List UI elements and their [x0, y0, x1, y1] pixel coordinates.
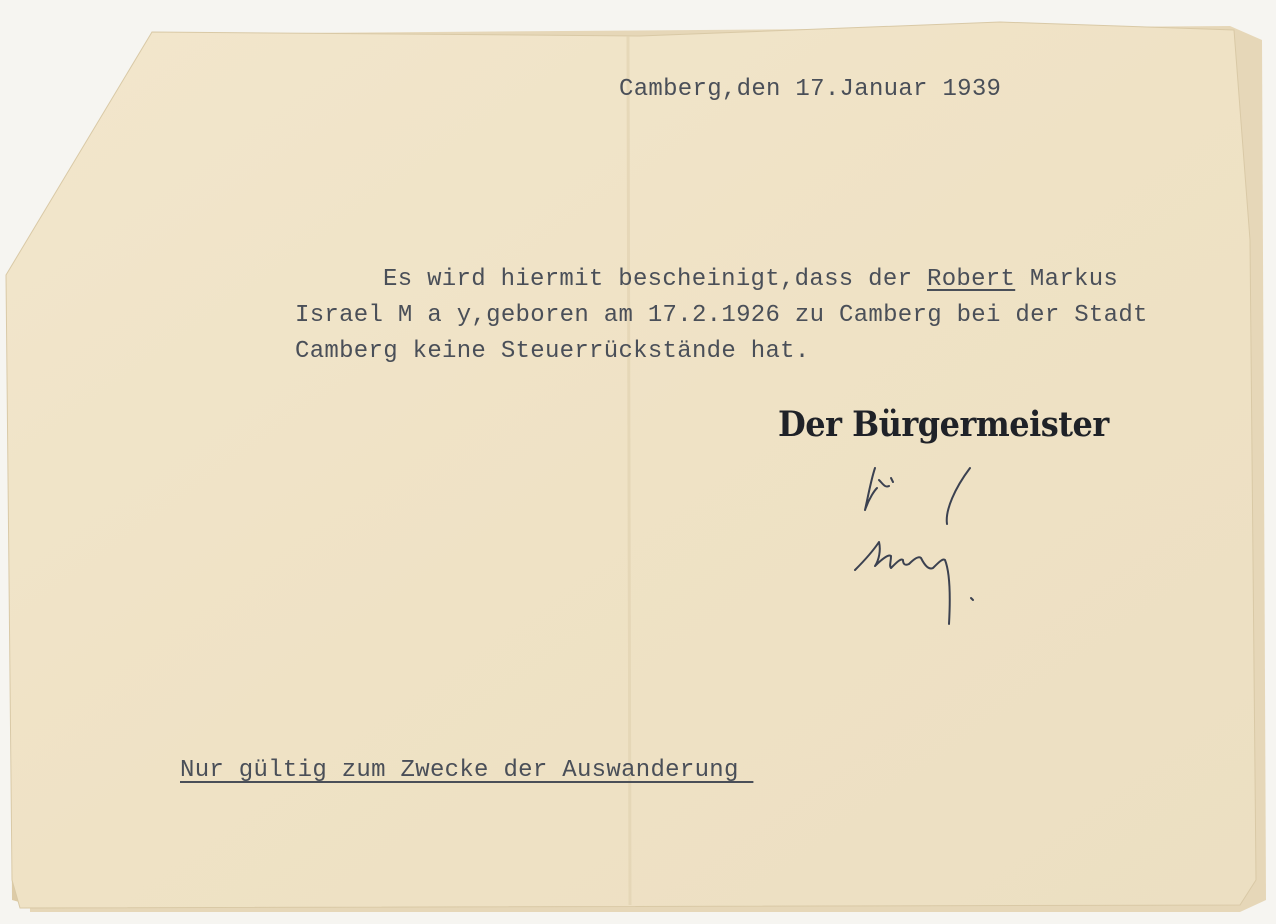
date-line: Camberg,den 17.Januar 1939: [619, 76, 1002, 103]
signature-flourish: [947, 468, 970, 524]
body-line-3: Camberg keine Steuerrückstände hat.: [295, 338, 810, 365]
body-line-2: Israel M a y,geboren am 17.2.1926 zu Camberg bei der Stadt: [295, 302, 1148, 329]
mayor-stamp: Der Bürgermeister: [778, 403, 1109, 445]
name-underlined: Robert: [927, 266, 1016, 293]
body-line-1-pre: Es wird hiermit bescheinigt,dass der: [383, 266, 927, 293]
body-line-1-post: Markus: [1015, 266, 1119, 293]
signature-main: [855, 542, 950, 624]
signature-dot: [971, 598, 973, 600]
validity-note: Nur gültig zum Zwecke der Auswanderung: [180, 757, 754, 784]
signature: [845, 458, 995, 633]
body-line-1: [383, 266, 1118, 293]
signature-initial: [865, 468, 893, 510]
